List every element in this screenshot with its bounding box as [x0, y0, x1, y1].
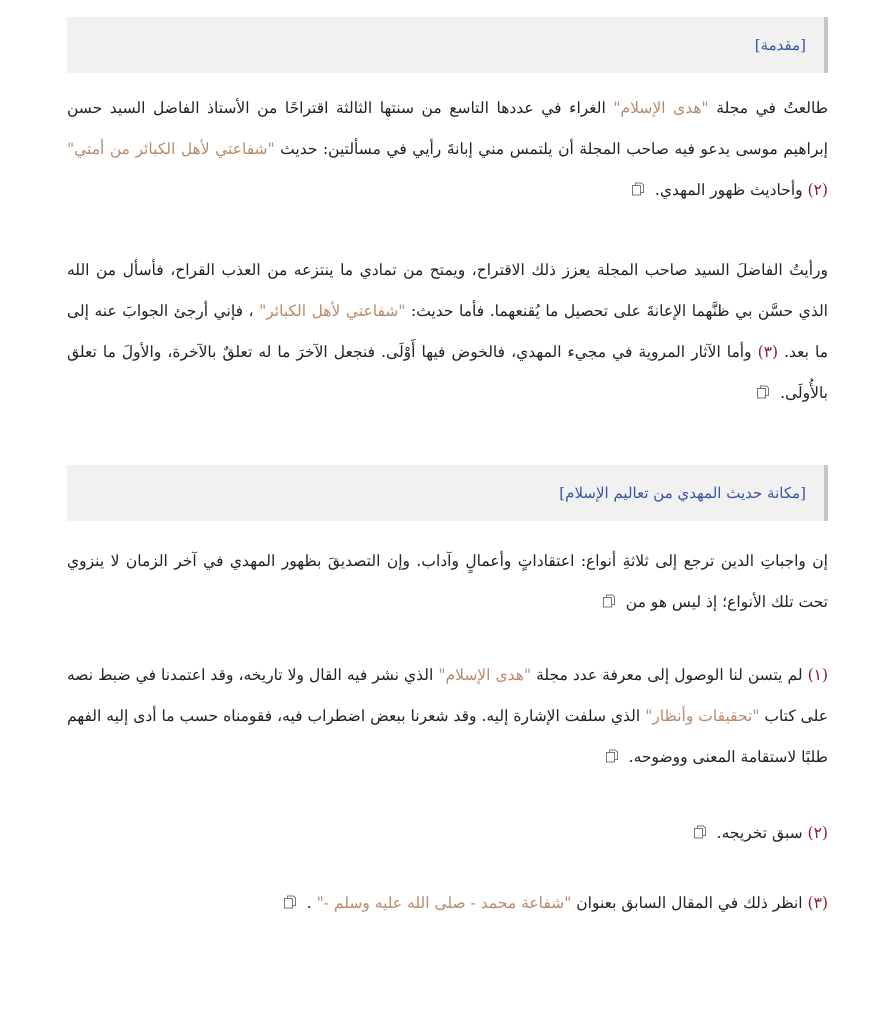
paragraph-intro-2: ورأيتُ الفاضلَ السيد صاحب المجلة يعزز ذلك الاقتراح، ويمتح من تمادي ما ينتزعه من العذب القراح، فأسأل من الله الذي حسَّن بي ظنَّهما الإعانةَ على تحصيل ما يُقنعهما. فأما حديث: "شفاعتي لأهل الكبائر" ، فإني أرجئ الجوابَ عنه إلى ما بعد. (٣) وأما الآثار المروية في مجيء المهدي، فالخوض فيها أَوْلَى. فنجعل الآخرَ ما له تعلقٌ بالآخرة، والأولَ ما تعلق بالأُولَى.	[67, 261, 829, 402]
footnote-ref-2[interactable]: (٢)	[807, 181, 828, 199]
copy-icon[interactable]	[631, 182, 645, 196]
quote-shafaati-hadith: "شفاعتي لأهل الكبائر من أمتي"	[67, 140, 275, 158]
footnote-2: (٢) سبق تخريجه.	[67, 813, 828, 854]
paragraph-mahdi-1: إن واجباتِ الدين ترجع إلى ثلاثةِ أنواع: اعتقاداتٍ وأعمالٍ وآداب. وإن التصديقَ بظهور المهدي في آخر الزمان لا ينزوي تحت تلك الأنواع؛ إذ ليس هو من	[67, 552, 828, 611]
section-header-intro	[67, 17, 828, 73]
copy-icon[interactable]	[756, 385, 770, 399]
quote-shafaat-muhammad: "شفاعة محمد - صلى الله عليه وسلم -"	[316, 894, 572, 912]
quote-tahqiqat: "تحقيقات وأنظار"	[645, 707, 760, 725]
footnote-number-3[interactable]: (٣)	[807, 894, 828, 912]
copy-icon[interactable]	[283, 895, 297, 909]
section-header-mahdi	[67, 465, 828, 521]
quote-huda-islam: "هدى الإسلام"	[613, 99, 709, 117]
paragraph-intro-1: طالعتُ في مجلة "هدى الإسلام" الغراء في عددها التاسع من سنتها الثالثة اقتراحًا من الأستاذ الفاضل السيد حسن إبراهيم موسى يدعو فيه صاحب المجلة أن يلتمس مني إبانةَ رأيي في مسألتين: حديث "شفاعتي لأهل الكبائر من أمتي" (٢) وأحاديث ظهور المهدي.	[67, 99, 829, 199]
copy-icon[interactable]	[693, 825, 707, 839]
copy-icon[interactable]	[602, 594, 616, 608]
footnote-number-2[interactable]: (٢)	[807, 824, 828, 842]
section-title-intro: [مقدمة]	[754, 36, 806, 54]
footnote-number-1[interactable]: (١)	[807, 666, 829, 684]
footnote-3: (٣) انظر ذلك في المقال السابق بعنوان "شفاعة محمد - صلى الله عليه وسلم -" .	[67, 883, 828, 924]
quote-shafaati-kabair: "شفاعتي لأهل الكبائر"	[259, 302, 406, 320]
section-title-mahdi: [مكانة حديث المهدي من تعاليم الإسلام]	[559, 484, 806, 502]
footnote-1: (١) لم يتسن لنا الوصول إلى معرفة عدد مجلة "هدى الإسلام" الذي نشر فيه القال ولا تاريخه، وقد اعتمدنا في ضبط نصه على كتاب "تحقيقات وأنظار" الذي سلفت الإشارة إليه. وقد شعرنا ببعض اضطراب فيه، فقومناه حسب ما أدى إليه الفهم طلبًا لاستقامة المعنى ووضوحه.	[67, 666, 829, 766]
quote-huda-islam-fn: "هدى الإسلام"	[438, 666, 532, 684]
copy-icon[interactable]	[605, 749, 619, 763]
footnote-ref-3[interactable]: (٣)	[757, 343, 779, 361]
